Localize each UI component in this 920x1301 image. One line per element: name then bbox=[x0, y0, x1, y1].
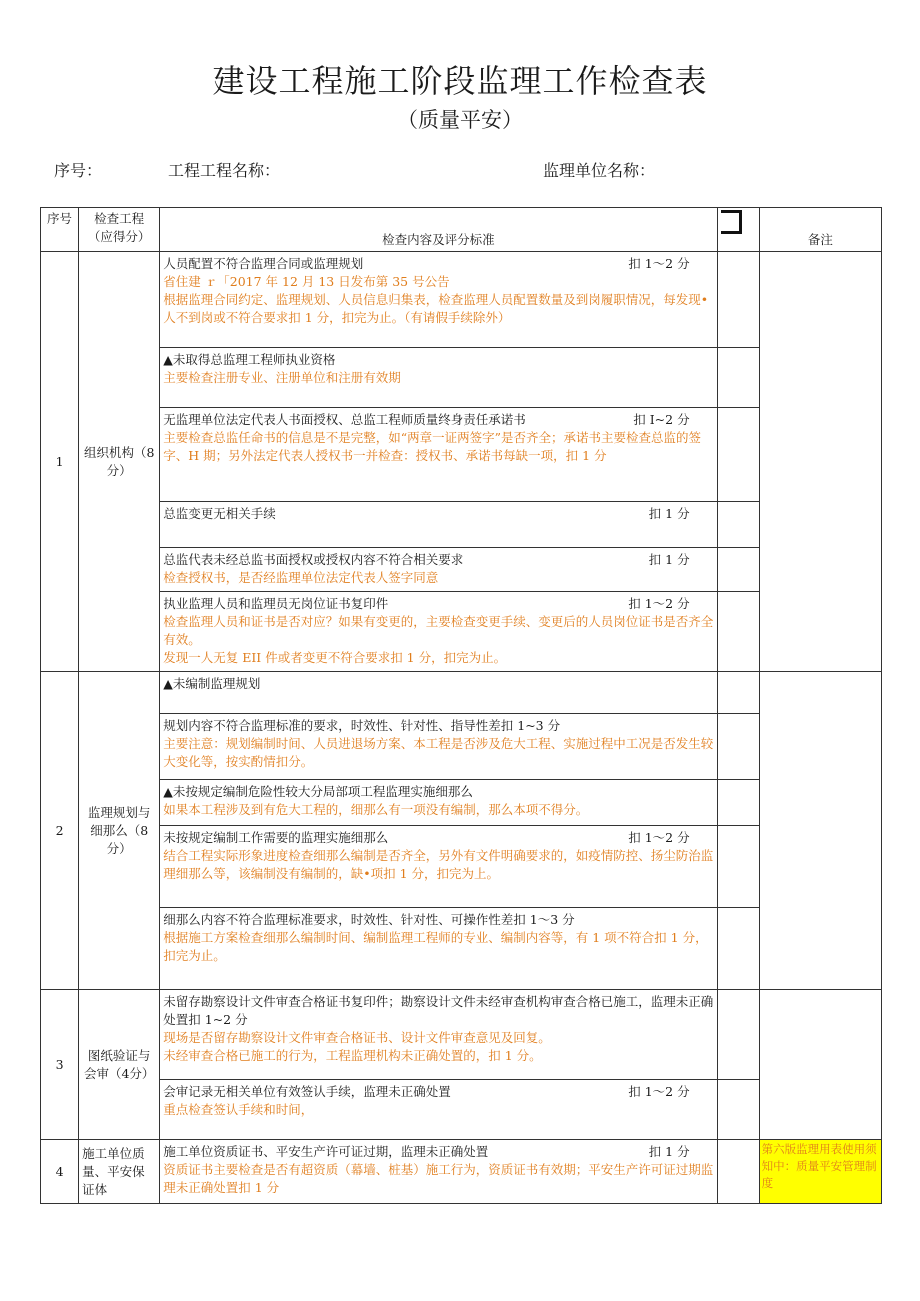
section-number: 3 bbox=[41, 990, 79, 1140]
criteria-note: 根据施工方案检查细那么编制时间、编制监理工程师的专业、编制内容等，有 1 项不符合扣 1 分，扣完为止。 bbox=[163, 930, 708, 963]
criteria-cell bbox=[160, 548, 717, 592]
remark-cell[interactable] bbox=[759, 1140, 881, 1204]
score-cell[interactable] bbox=[717, 548, 759, 592]
section-number: 4 bbox=[41, 1140, 79, 1204]
criteria-cell bbox=[160, 1140, 717, 1204]
header-seq: 序号 bbox=[41, 208, 79, 252]
table-row bbox=[41, 408, 882, 502]
page-subtitle: （质量平安） bbox=[397, 108, 523, 132]
project-name-label: 工程工程名称： bbox=[168, 161, 281, 180]
criteria-note: 主要注意：规划编制时间、人员进退场方案、本工程是否涉及危大工程、实施过程中工况是否发生较大变化等，按实酌情扣分。 bbox=[163, 736, 714, 769]
table-row bbox=[41, 1140, 882, 1204]
header-remark: 备注 bbox=[759, 208, 881, 252]
criteria-title: 未按规定编制工作需要的监理实施细那么 bbox=[163, 830, 389, 845]
section-category: 组织机构（8分） bbox=[79, 252, 160, 672]
criteria-cell bbox=[160, 780, 717, 826]
criteria-title: 总监代表未经总监书面授权或授权内容不符合相关要求 bbox=[163, 552, 464, 567]
criteria-cell bbox=[160, 826, 717, 908]
criteria-title: ▲未取得总监理工程师执业资格 bbox=[163, 352, 336, 367]
criteria-note: 主要检查注册专业、注册单位和注册有效期 bbox=[163, 370, 401, 385]
deduction-score: 扣 1 分 bbox=[648, 1144, 690, 1159]
criteria-cell bbox=[160, 252, 717, 348]
criteria-note: 重点检查签认手续和时间， bbox=[163, 1102, 314, 1117]
deduction-score: 扣 1～2 分 bbox=[628, 596, 690, 611]
score-cell[interactable] bbox=[717, 990, 759, 1080]
table-row bbox=[41, 780, 882, 826]
criteria-title: 规划内容不符合监理标准的要求，时效性、针对性、指导性差扣 1~3 分 bbox=[163, 718, 561, 733]
criteria-note: 现场是否留存勘察设计文件审查合格证书、设计文件审查意见及回复。 bbox=[163, 1030, 551, 1045]
criteria-note: 资质证书主要检查是否有超资质（幕墙、桩基）施工行为，资质证书有效期；平安生产许可证过期监理未正确处置扣 1 分 bbox=[163, 1162, 714, 1195]
criteria-cell bbox=[160, 592, 717, 672]
remark-cell[interactable] bbox=[759, 252, 881, 672]
remark-note: 第六版监理用表使用须知中：质量平安管理制度 bbox=[760, 1140, 881, 1193]
score-cell[interactable] bbox=[717, 1080, 759, 1140]
table-row bbox=[41, 826, 882, 908]
deduction-score: 扣 1～2 分 bbox=[628, 256, 690, 271]
criteria-note: 检查监理人员和证书是否对应？如果有变更的，主要检查变更手续、变更后的人员岗位证书是否齐全有效。 bbox=[163, 614, 714, 647]
criteria-title: 总监变更无相关手续 bbox=[163, 506, 276, 521]
table-row bbox=[41, 672, 882, 714]
score-cell[interactable] bbox=[717, 672, 759, 714]
deduction-score: 扣 1～2 分 bbox=[628, 830, 690, 845]
criteria-title: ▲未按规定编制危险性较大分局部项工程监理实施细那么 bbox=[163, 784, 473, 799]
deduction-score: 扣 1 分 bbox=[648, 552, 690, 567]
criteria-title: 未留存勘察设计文件审查合格证书复印件；勘察设计文件未经审查机构审查合格已施工，监理未正确处置扣 1~2 分 bbox=[163, 994, 714, 1027]
criteria-title: 细那么内容不符合监理标准要求，时效性、针对性、可操作性差扣 1～3 分 bbox=[163, 912, 575, 927]
criteria-note: 发现一人无复 EII 件或者变更不符合要求扣 1 分，扣完为止。 bbox=[163, 650, 507, 665]
inspection-table bbox=[40, 207, 882, 1204]
section-number: 2 bbox=[41, 672, 79, 990]
header-content: 检查内容及评分标准 bbox=[160, 208, 717, 252]
table-row bbox=[41, 592, 882, 672]
score-cell[interactable] bbox=[717, 714, 759, 780]
seq-label: 序号： bbox=[54, 161, 103, 180]
criteria-cell bbox=[160, 908, 717, 990]
score-cell[interactable] bbox=[717, 780, 759, 826]
deduction-score: 扣 I~2 分 bbox=[633, 412, 690, 427]
checkbox-icon bbox=[721, 210, 742, 234]
criteria-cell bbox=[160, 1080, 717, 1140]
criteria-cell bbox=[160, 502, 717, 548]
remark-cell[interactable] bbox=[759, 990, 881, 1140]
section-number: 1 bbox=[41, 252, 79, 672]
section-category: 图纸验证与会审（4分） bbox=[79, 990, 160, 1140]
header-score-col bbox=[717, 208, 759, 252]
table-row bbox=[41, 548, 882, 592]
criteria-cell bbox=[160, 990, 717, 1080]
score-cell[interactable] bbox=[717, 592, 759, 672]
criteria-note: 未经审查合格已施工的行为，工程监理机构未正确处置的，扣 1 分。 bbox=[163, 1048, 542, 1063]
criteria-title: ▲未编制监理规划 bbox=[163, 676, 261, 691]
table-row bbox=[41, 1080, 882, 1140]
criteria-title: 人员配置不符合监理合同或监理规划 bbox=[163, 256, 364, 271]
criteria-note: 检查授权书，是否经监理单位法定代表人签字同意 bbox=[163, 570, 439, 585]
deduction-score: 扣 1 分 bbox=[648, 506, 690, 521]
score-cell[interactable] bbox=[717, 252, 759, 348]
score-cell[interactable] bbox=[717, 908, 759, 990]
table-row bbox=[41, 714, 882, 780]
table-row bbox=[41, 348, 882, 408]
table-row bbox=[41, 990, 882, 1080]
table-row bbox=[41, 252, 882, 348]
table-row bbox=[41, 908, 882, 990]
deduction-score: 扣 1～2 分 bbox=[628, 1084, 690, 1099]
criteria-note: 主要检查总监任命书的信息是不是完整，如“两章一证两签字”是否齐全；承诺书主要检查总监的签字、H 期；另外法定代表人授权书一并检查：授权书、承诺书每缺一项，扣 1 分 bbox=[163, 430, 702, 463]
score-cell[interactable] bbox=[717, 502, 759, 548]
score-cell[interactable] bbox=[717, 1140, 759, 1204]
criteria-title: 会审记录无相关单位有效签认手续，监理未正确处置 bbox=[163, 1084, 451, 1099]
header-item: 检查工程（应得分） bbox=[79, 208, 160, 252]
remark-cell[interactable] bbox=[759, 672, 881, 990]
table-row bbox=[41, 502, 882, 548]
criteria-cell bbox=[160, 408, 717, 502]
score-cell[interactable] bbox=[717, 826, 759, 908]
criteria-title: 执业监理人员和监理员无岗位证书复印件 bbox=[163, 596, 389, 611]
section-category: 监理规划与细那么（8分） bbox=[79, 672, 160, 990]
score-cell[interactable] bbox=[717, 348, 759, 408]
criteria-cell bbox=[160, 714, 717, 780]
page-title: 建设工程施工阶段监理工作检查表 bbox=[212, 62, 708, 100]
criteria-note: 结合工程实际形象进度检查细那么编制是否齐全，另外有文件明确要求的，如疫情防控、扬尘防治监理细那么等，该编制没有编制的，缺•项扣 1 分，扣完为上。 bbox=[163, 848, 714, 881]
criteria-note: 省住建 ｒ「2017 年 12 月 13 日发布第 35 号公告 bbox=[163, 274, 450, 289]
criteria-note: 如果本工程涉及到有危大工程的，细那么有一项没有编制，那么本项不得分。 bbox=[163, 802, 589, 817]
criteria-title: 无监理单位法定代表人书面授权、总监工程师质量终身责任承诺书 bbox=[163, 412, 526, 427]
score-cell[interactable] bbox=[717, 408, 759, 502]
criteria-cell bbox=[160, 672, 717, 714]
section-category: 施工单位质量、平安保证体 bbox=[79, 1140, 160, 1204]
criteria-title: 施工单位资质证书、平安生产许可证过期，监理未正确处置 bbox=[163, 1144, 489, 1159]
criteria-note: 根据监理合同约定、监理规划、人员信息归集表，检查监理人员配置数量及到岗履职情况，每发现•人不到岗或不符合要求扣 1 分，扣完为止。（有请假手续除外） bbox=[163, 292, 709, 325]
supervisor-unit-label: 监理单位名称： bbox=[543, 161, 656, 180]
criteria-cell bbox=[160, 348, 717, 408]
